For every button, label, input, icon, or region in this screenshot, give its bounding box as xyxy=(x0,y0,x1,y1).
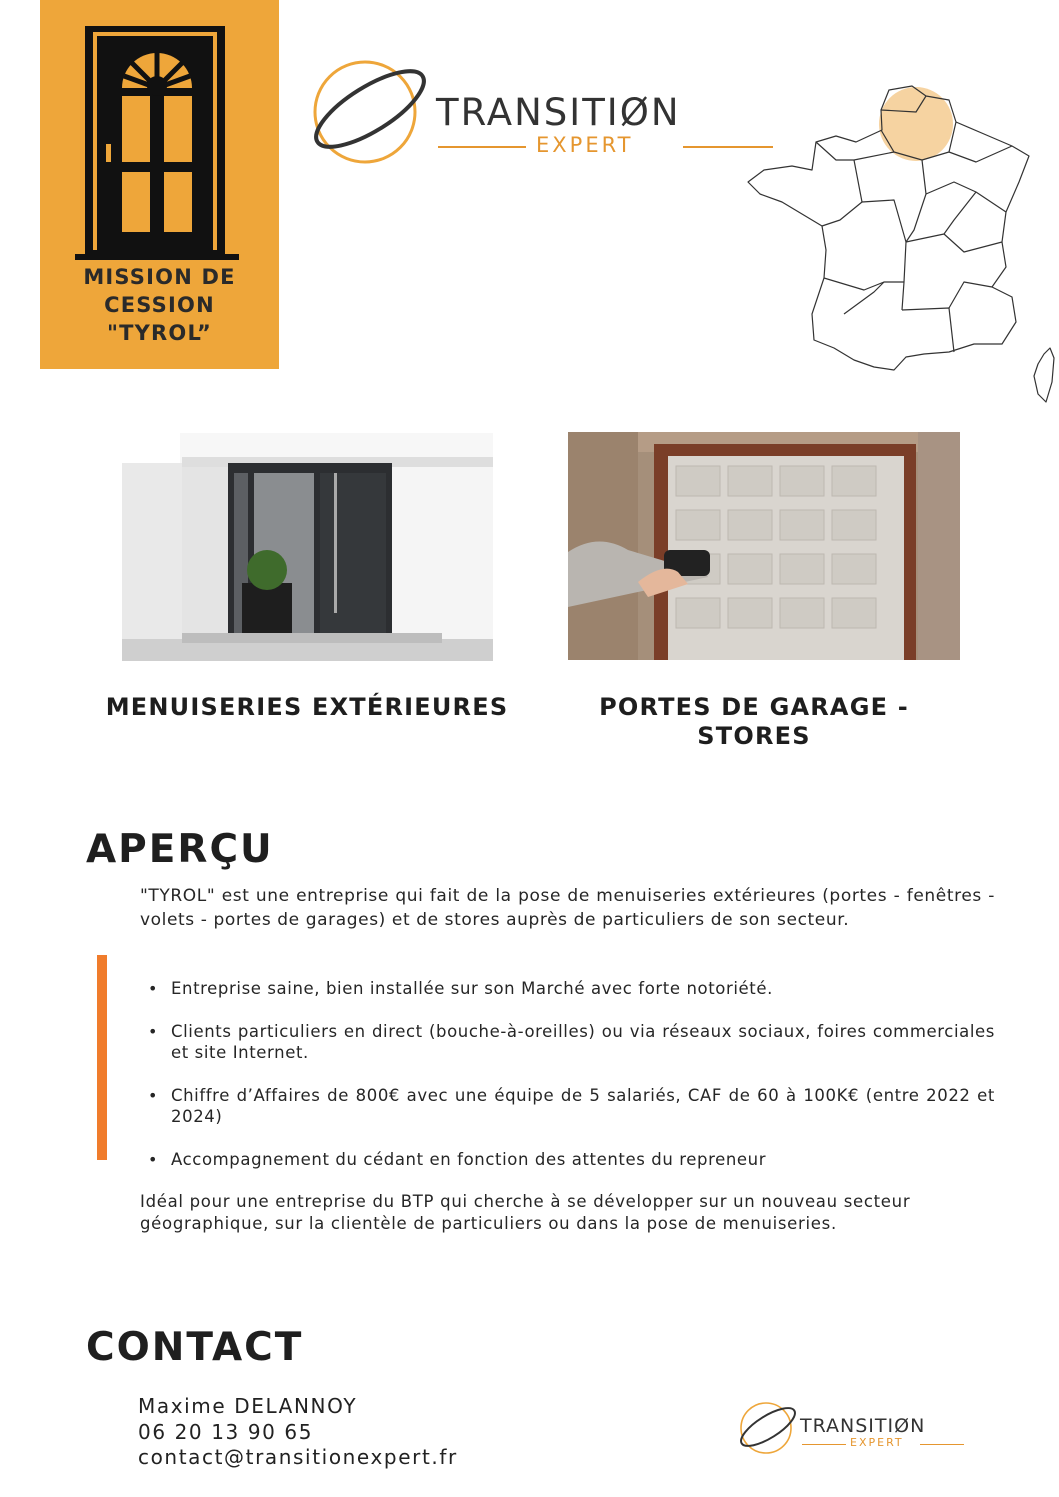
caption-menuiseries: MENUISERIES EXTÉRIEURES xyxy=(105,693,509,721)
garage-door-image xyxy=(568,432,960,660)
logo-wordmark-top: TRANSITIØN xyxy=(436,91,681,134)
france-map-icon xyxy=(744,82,1059,407)
transition-expert-logo-small xyxy=(738,1400,970,1458)
logo-small-rule-left xyxy=(802,1444,846,1445)
photo-exterior-door xyxy=(122,433,493,661)
list-item: • Chiffre d’Affaires de 800€ avec une équipe de 5 salariés, CAF de 60 à 100K€ (entre 2022 et 2024) xyxy=(140,1085,995,1127)
logo-orbit-icon xyxy=(738,1400,800,1458)
list-item: • Entreprise saine, bien installée sur son Marché avec forte notoriété. xyxy=(140,978,995,999)
caption-portes-garage-line-1: PORTES DE GARAGE - xyxy=(599,693,909,721)
contact-email[interactable]: contact@transitionexpert.fr xyxy=(138,1445,458,1469)
logo-small-wordmark-top: TRANSITIØN xyxy=(800,1415,926,1437)
badge-title xyxy=(40,263,279,347)
apercu-outro: Idéal pour une entreprise du BTP qui cherche à se développer sur un nouveau secteur géographique, sur la clientèle de particuliers ou dans la pose de menuiseries. xyxy=(140,1192,911,1233)
photo-garage-door xyxy=(568,432,960,660)
list-item: • Clients particuliers en direct (bouche-à-oreilles) ou via réseaux sociaux, foires commerciales et site Internet. xyxy=(140,1021,995,1063)
logo-small-rule-right xyxy=(920,1444,964,1445)
logo-small-wordmark-bottom: EXPERT xyxy=(850,1436,904,1449)
apercu-heading: APERÇU xyxy=(86,827,274,872)
list-item: • Accompagnement du cédant en fonction des attentes du repreneur xyxy=(140,1149,995,1170)
accent-bar xyxy=(97,955,107,1160)
caption-portes-garage xyxy=(578,693,930,751)
badge-line-1: MISSION DE xyxy=(83,265,236,289)
caption-portes-garage-line-2: STORES xyxy=(697,722,811,750)
mission-badge xyxy=(40,0,279,369)
badge-line-2: CESSION xyxy=(104,293,215,317)
transition-expert-logo xyxy=(308,55,783,170)
house-entrance-image xyxy=(122,433,493,661)
logo-wordmark-bottom: EXPERT xyxy=(536,133,634,157)
apercu-bullet-list xyxy=(140,978,995,1170)
logo-rule-left xyxy=(438,146,526,148)
contact-phone[interactable]: 06 20 13 90 65 xyxy=(138,1420,314,1444)
apercu-intro: "TYROL" est une entreprise qui fait de la pose de menuiseries extérieures (portes - fenêtres - volets - portes de garages) et de stores auprès de particuliers de son secteur. xyxy=(140,886,995,930)
door-icon xyxy=(75,26,245,262)
contact-heading: CONTACT xyxy=(86,1325,304,1370)
logo-orbit-icon xyxy=(308,55,438,170)
contact-name: Maxime DELANNOY xyxy=(138,1394,358,1418)
badge-line-3: "TYROL” xyxy=(106,321,213,345)
